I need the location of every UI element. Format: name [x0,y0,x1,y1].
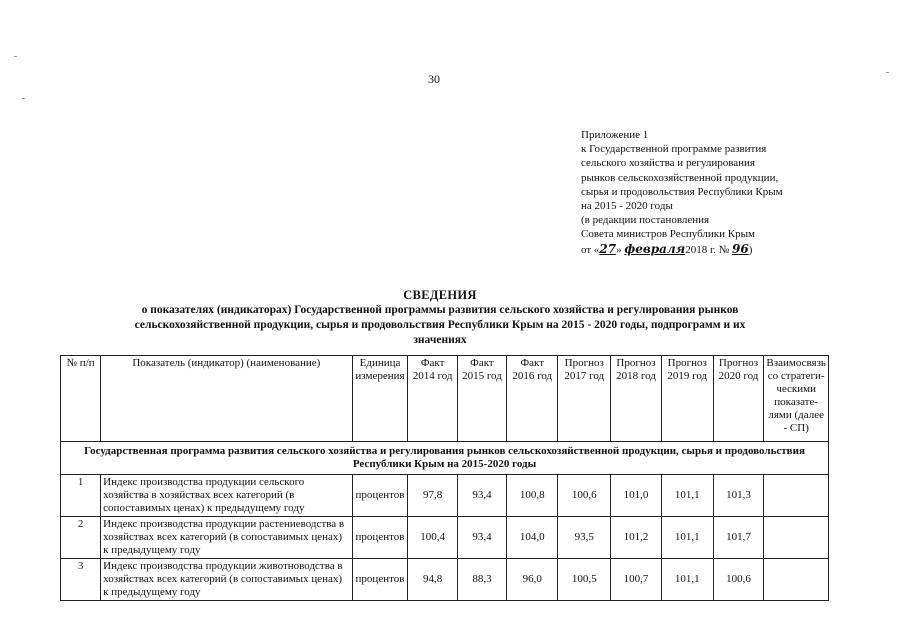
cell-value-2018: 101,0 [611,475,662,517]
cell-value-2017: 93,5 [558,517,611,559]
header-forecast-2019: Прогноз 2019 год [661,356,713,442]
cell-indicator-name: Индекс производства продукции растениеводства в хозяйствах всех категорий (в сопоставимых ценах) к предыдущему году [101,517,352,559]
cell-value-2019: 101,1 [661,559,713,601]
header-indicator: Показатель (индикатор) (наименование) [101,356,352,442]
cell-value-2015: 93,4 [457,517,506,559]
document-subtitle-line: значениях [413,334,467,346]
header-forecast-2018: Прогноз 2018 год [611,356,662,442]
cell-relation [764,475,829,517]
header-relation: Взаимосвязь со стратеги-ческими показате-лями (далее - СП) [764,356,829,442]
document-title-block [60,288,820,348]
table-header-row [61,356,829,442]
cell-indicator-name: Индекс производства продукции животноводства в хозяйствах всех категорий (в сопоставимых ценах) к предыдущему году [101,559,352,601]
cell-unit: процентов [352,475,408,517]
header-forecast-2017: Прогноз 2017 год [558,356,611,442]
header-fact-2015: Факт 2015 год [457,356,506,442]
handwritten-number: 96 [732,241,749,256]
cell-value-2019: 101,1 [661,517,713,559]
cell-indicator-name: Индекс производства продукции сельского хозяйства в хозяйствах всех категорий (в сопоставимых ценах) к предыдущему году [101,475,352,517]
document-subtitle-line: сельскохозяйственной продукции, сырья и продовольствия Республики Крым на 2015 - 2020 годы, подпрограмм и их [134,319,746,331]
scan-speck [22,98,25,99]
appendix-line: сырья и продовольствия Республики Крым [581,185,783,198]
header-num: № п/п [61,356,101,442]
scan-speck [886,72,889,73]
page-number: 30 [428,72,440,86]
cell-value-2015: 93,4 [457,475,506,517]
cell-value-2016: 100,8 [507,475,558,517]
cell-value-2014: 97,8 [408,475,457,517]
table-row [61,517,829,559]
appendix-note [581,128,841,257]
section-row [61,442,829,475]
indicators-table [60,355,829,601]
cell-value-2017: 100,6 [558,475,611,517]
cell-value-2020: 101,7 [713,517,764,559]
handwritten-day: 27 [599,241,617,256]
cell-value-2018: 100,7 [611,559,662,601]
cell-num: 2 [61,517,101,559]
appendix-line: на 2015 - 2020 годы [581,200,673,213]
header-unit: Единица измерения [352,356,408,442]
date-mid: » [616,243,622,256]
cell-value-2014: 94,8 [408,559,457,601]
appendix-line: рынков сельскохозяйственной продукции, [581,171,779,184]
decree-date-line [581,242,841,257]
appendix-line: сельского хозяйства и регулирования [581,157,755,170]
cell-relation [764,517,829,559]
cell-unit: процентов [352,517,408,559]
cell-value-2020: 100,6 [713,559,764,601]
cell-value-2020: 101,3 [713,475,764,517]
header-fact-2016: Факт 2016 год [507,356,558,442]
cell-unit: процентов [352,559,408,601]
header-forecast-2020: Прогноз 2020 год [713,356,764,442]
date-year: 2018 г. № [685,243,730,256]
section-title: Государственная программа развития сельского хозяйства и регулирования рынков сельскохозяйственной продукции, сырья и продовольствия Республики Крым на 2015-2020 годы [61,442,829,475]
document-title: СВЕДЕНИЯ [403,288,477,302]
document-subtitle-line: о показателях (индикаторах) Государственной программы развития сельского хозяйства и регулирования рынков [141,304,739,316]
header-fact-2014: Факт 2014 год [408,356,457,442]
scan-speck [14,56,17,57]
cell-num: 3 [61,559,101,601]
cell-value-2016: 96,0 [507,559,558,601]
appendix-line: к Государственной программе развития [581,143,767,156]
table-row [61,559,829,601]
cell-value-2017: 100,5 [558,559,611,601]
cell-value-2014: 100,4 [408,517,457,559]
appendix-line: (в редакции постановления [581,214,710,227]
cell-value-2015: 88,3 [457,559,506,601]
appendix-line: Приложение 1 [581,129,649,141]
cell-value-2016: 104,0 [507,517,558,559]
cell-value-2018: 101,2 [611,517,662,559]
table-row [61,475,829,517]
cell-value-2019: 101,1 [661,475,713,517]
handwritten-month: февраля [624,241,686,256]
date-prefix: от « [581,243,600,256]
cell-num: 1 [61,475,101,517]
cell-relation [764,559,829,601]
date-suffix: ) [748,243,753,256]
appendix-line: Совета министров Республики Крым [581,228,755,241]
